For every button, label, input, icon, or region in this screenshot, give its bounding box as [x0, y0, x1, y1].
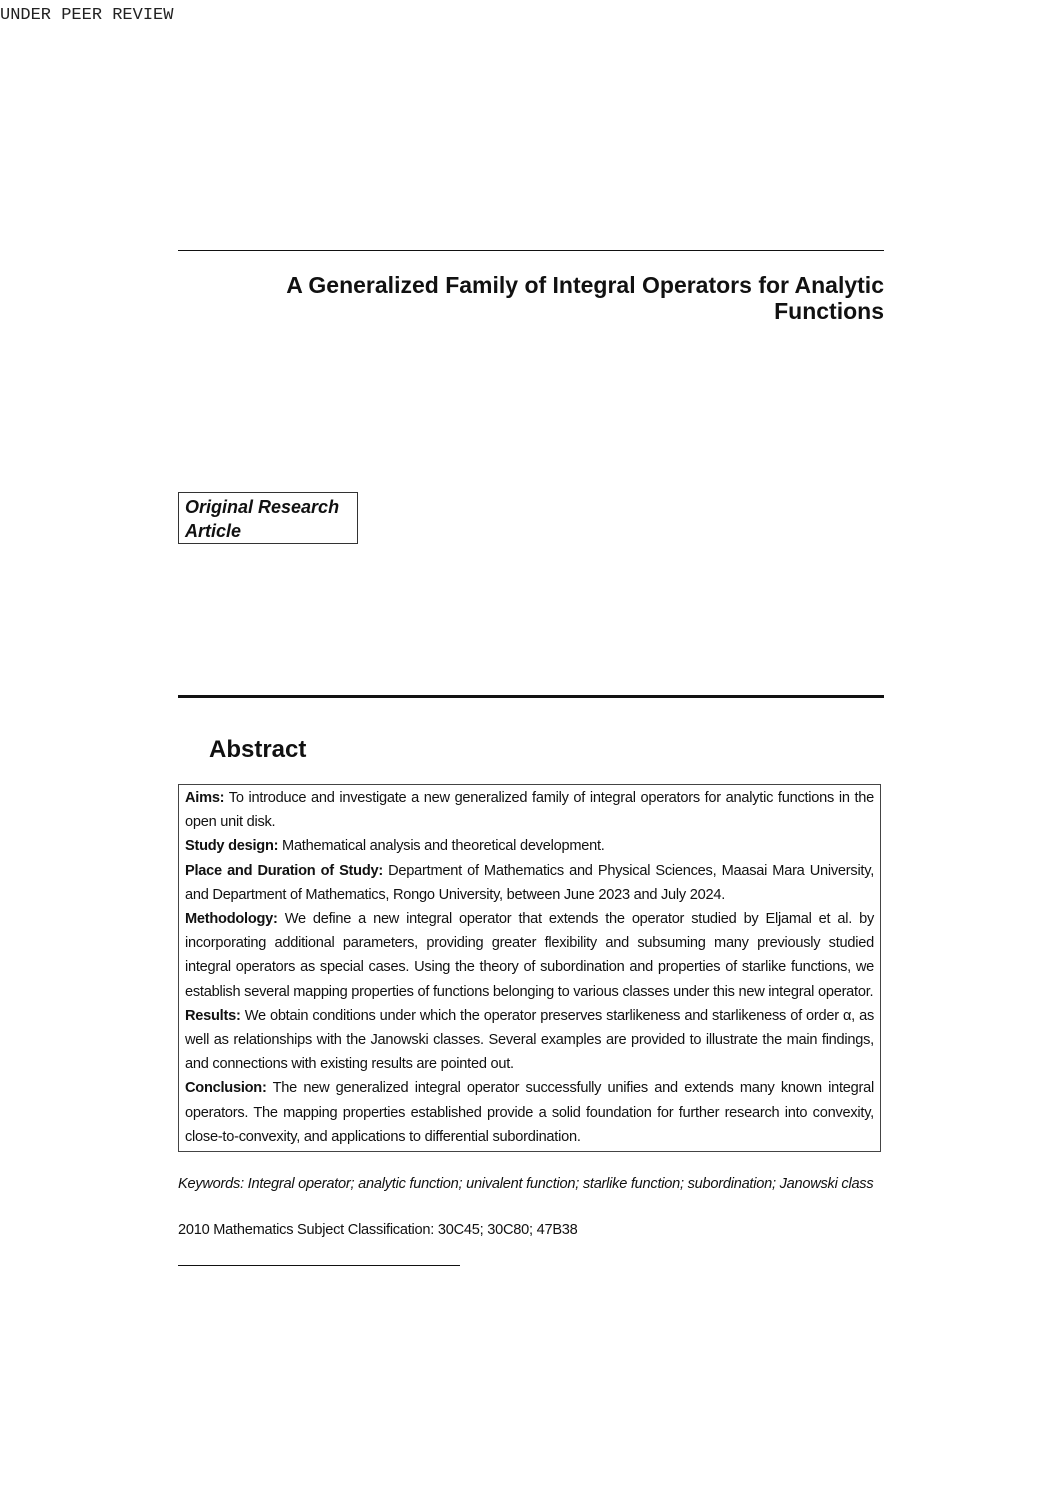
abstract-results: [185, 1004, 874, 1077]
conclusion-label: Conclusion:: [185, 1080, 267, 1097]
peer-review-watermark: UNDER PEER REVIEW: [0, 6, 174, 25]
section-rule: [178, 695, 884, 698]
abstract-aims: [185, 786, 874, 834]
keywords: Keywords: Integral operator; analytic function; univalent function; starlike function; subordination; Janowski class: [178, 1176, 874, 1192]
results-label: Results:: [185, 1007, 241, 1024]
conclusion-text: The new generalized integral operator successfully unifies and extends many known integral operators. The mapping properties established provide a solid foundation for further research into convexity, close-to-convexity, and applications to differential subordination.: [185, 1080, 874, 1145]
abstract-study-design: [185, 834, 874, 858]
methodology-label: Methodology:: [185, 911, 278, 928]
abstract-heading: Abstract: [209, 736, 307, 763]
abstract-place-duration: [185, 859, 874, 907]
abstract-conclusion: [185, 1076, 874, 1149]
aims-text: To introduce and investigate a new generalized family of integral operators for analytic functions in the open unit disk.: [185, 790, 874, 831]
study-design-label: Study design:: [185, 838, 279, 855]
footnote-rule: [178, 1265, 460, 1266]
abstract-box: [178, 784, 881, 1152]
place-duration-label: Place and Duration of Study:: [185, 862, 383, 879]
methodology-text: We define a new integral operator that extends the operator studied by Eljamal et al. by incorporating additional parameters, providing greater flexibility and subsuming many previously studied integral operators as special cases. Using the theory of subordination and properties of starlike functions, we establish several mapping properties of functions belonging to various classes under this new integral operator.: [185, 911, 874, 1000]
results-text: We obtain conditions under which the operator preserves starlikeness and starlikeness of order α, as well as relationships with the Janowski classes. Several examples are provided to illustrate the main findings, and connections with existing results are pointed out.: [185, 1007, 874, 1073]
abstract-methodology: [185, 907, 874, 1004]
article-type-box: Original Research Article: [178, 492, 358, 544]
top-rule: [178, 250, 884, 251]
subject-classification: 2010 Mathematics Subject Classification: 30C45; 30C80; 47B38: [178, 1222, 578, 1238]
place-duration-text: Department of Mathematics and Physical Sciences, Maasai Mara University, and Department of Mathematics, Rongo University, between June 2023 and July 2024.: [185, 862, 875, 903]
paper-title: A Generalized Family of Integral Operators for Analytic Functions: [286, 272, 884, 324]
study-design-text: Mathematical analysis and theoretical development.: [278, 838, 605, 855]
aims-label: Aims:: [185, 790, 225, 806]
